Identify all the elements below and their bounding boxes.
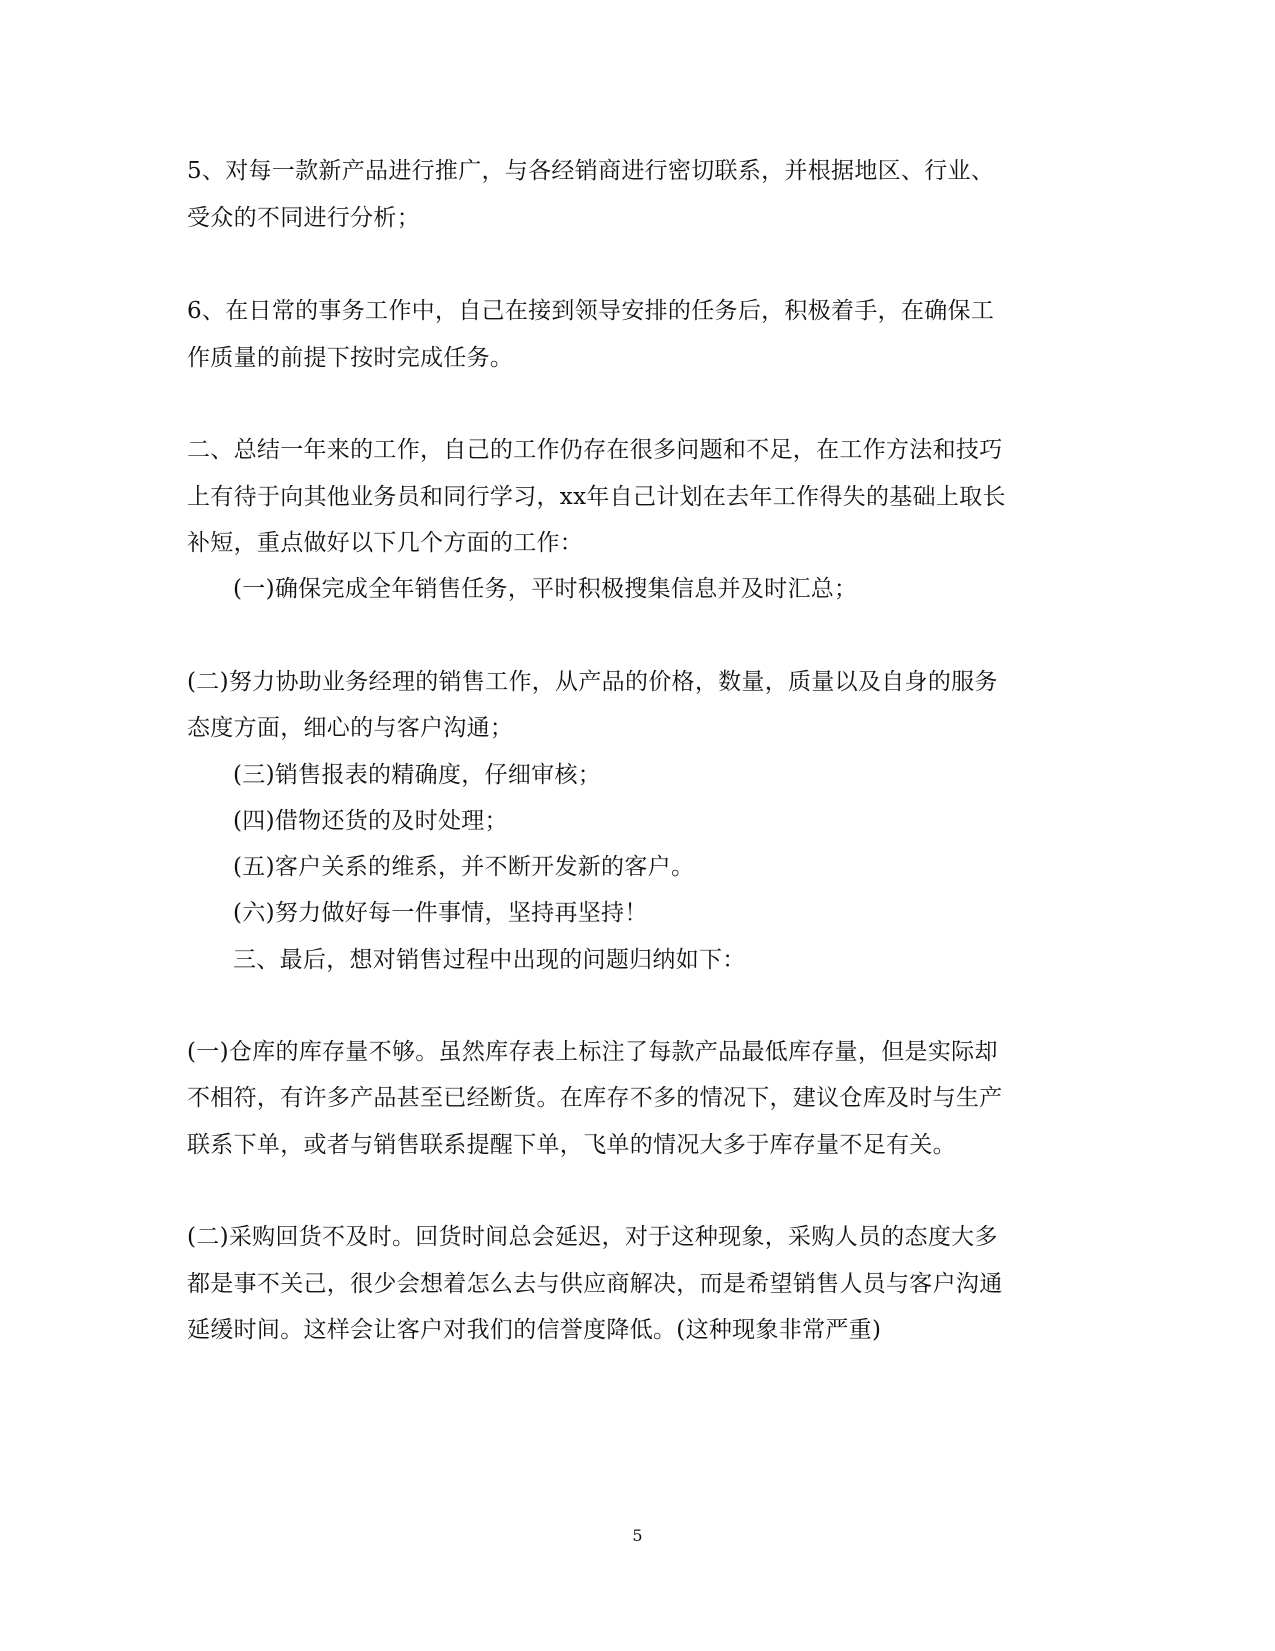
text-line: (五)客户关系的维系，并不断开发新的客户。 bbox=[233, 854, 695, 880]
text-line: 上有待于向其他业务员和同行学习，xx年自己计划在去年工作得失的基础上取长 bbox=[187, 484, 1006, 510]
text-line: (四)借物还货的及时处理； bbox=[233, 808, 508, 834]
page-number: 5 bbox=[632, 1526, 643, 1545]
text-line: (三)销售报表的精确度，仔细审核； bbox=[233, 762, 602, 788]
text-line: 延缓时间。这样会让客户对我们的信誉度降低。(这种现象非常严重) bbox=[187, 1317, 882, 1343]
text-line: 联系下单，或者与销售联系提醒下单，飞单的情况大多于库存量不足有关。 bbox=[187, 1132, 956, 1158]
text-line: (一)确保完成全年销售任务，平时积极搜集信息并及时汇总； bbox=[233, 576, 858, 602]
text-line: 5、对每一款新产品进行推广，与各经销商进行密切联系，并根据地区、行业、 bbox=[187, 158, 995, 184]
text-line: (六)努力做好每一件事情，坚持再坚持！ bbox=[233, 900, 648, 926]
text-line: (二)努力协助业务经理的销售工作，从产品的价格，数量，质量以及自身的服务 bbox=[187, 669, 998, 695]
text-line: 不相符，有许多产品甚至已经断货。在库存不多的情况下，建议仓库及时与生产 bbox=[187, 1085, 1003, 1111]
text-line: 都是事不关己，很少会想着怎么去与供应商解决，而是希望销售人员与客户沟通 bbox=[187, 1271, 1003, 1297]
text-line: 补短，重点做好以下几个方面的工作： bbox=[187, 530, 584, 556]
text-line: 6、在日常的事务工作中，自己在接到领导安排的任务后，积极着手，在确保工 bbox=[187, 298, 995, 324]
text-line: 作质量的前提下按时完成任务。 bbox=[187, 345, 514, 371]
text-line: 三、最后，想对销售过程中出现的问题归纳如下： bbox=[233, 947, 746, 973]
text-line: (二)采购回货不及时。回货时间总会延迟，对于这种现象，采购人员的态度大多 bbox=[187, 1224, 998, 1250]
text-line: 受众的不同进行分析； bbox=[187, 205, 420, 231]
text-line: (一)仓库的库存量不够。虽然库存表上标注了每款产品最低库存量，但是实际却 bbox=[187, 1039, 998, 1065]
text-line: 态度方面，细心的与客户沟通； bbox=[187, 715, 514, 741]
text-line: 二、总结一年来的工作，自己的工作仍存在很多问题和不足，在工作方法和技巧 bbox=[187, 437, 1003, 463]
